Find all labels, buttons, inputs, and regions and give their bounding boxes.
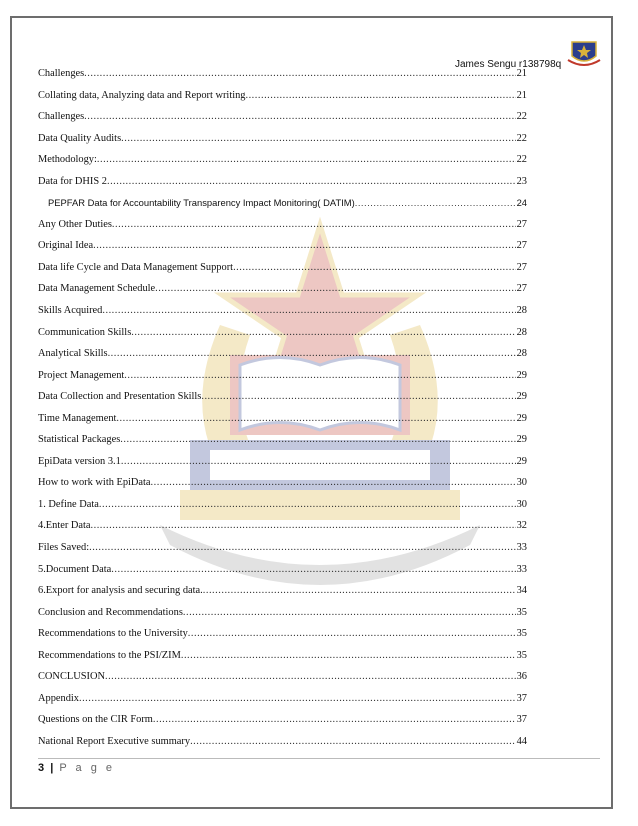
toc-entry-title: Files Saved:: [38, 542, 90, 554]
toc-entry-page: 28: [516, 348, 527, 360]
toc-entry[interactable]: [38, 370, 527, 392]
toc-entry-page: 22: [516, 154, 527, 166]
toc-entry-title: Challenges: [38, 68, 85, 79]
toc-entry-page: 27: [516, 261, 527, 273]
toc-entry[interactable]: [38, 327, 527, 349]
toc-entry[interactable]: [38, 154, 527, 176]
toc-entry-page: 22: [516, 111, 527, 123]
toc-entry-title: Project Management: [38, 369, 125, 381]
author-header: James Sengu r138798q: [455, 59, 562, 70]
toc-dot-leader: [79, 693, 516, 704]
toc-entry[interactable]: [38, 111, 527, 133]
toc-entry-title: Conclusion and Recommendations: [38, 606, 183, 618]
toc-entry-title: Recommendations to the PSI/ZIM: [38, 649, 181, 661]
toc-entry-page: 24: [516, 197, 527, 209]
toc-dot-leader: [120, 434, 515, 445]
toc-entry-title: Recommendations to the University: [38, 628, 188, 640]
toc-dot-leader: [201, 391, 515, 402]
toc-entry-title: Communication Skills: [38, 326, 132, 338]
toc-entry[interactable]: [38, 520, 527, 542]
university-crest-icon: [566, 38, 602, 68]
toc-entry-page: 35: [516, 606, 527, 618]
toc-entry-title: Statistical Packages: [38, 434, 121, 446]
toc-entry-title: Skills Acquired: [38, 305, 103, 317]
toc-entry-title: 1. Define Data: [38, 498, 99, 510]
toc-entry-page: 30: [516, 477, 527, 489]
toc-entry[interactable]: [38, 240, 527, 262]
toc-entry-page: 36: [516, 671, 527, 683]
page-word: P a g e: [59, 762, 115, 774]
toc-entry-page: 29: [516, 434, 527, 446]
toc-dot-leader: [105, 671, 516, 682]
footer-divider: [38, 758, 600, 759]
toc-entry-title: Data life Cycle and Data Management Support: [38, 261, 234, 273]
toc-entry-page: 21: [516, 89, 527, 101]
toc-dot-leader: [181, 650, 516, 661]
toc-entry-title: CONCLUSION: [38, 671, 105, 683]
toc-entry[interactable]: [38, 413, 527, 435]
toc-dot-leader: [84, 68, 515, 79]
toc-entry-page: 34: [516, 585, 527, 597]
toc-entry[interactable]: [38, 348, 527, 370]
toc-dot-leader: [121, 133, 515, 144]
toc-entry-page: 32: [516, 520, 527, 532]
toc-entry[interactable]: [38, 736, 527, 758]
toc-entry-page: 23: [516, 175, 527, 187]
toc-entry-title: Data for DHIS 2: [38, 175, 107, 187]
toc-entry-page: 44: [516, 735, 527, 747]
toc-dot-leader: [203, 585, 516, 596]
toc-entry-title: Data Quality Audits: [38, 132, 122, 144]
table-of-contents: [38, 68, 527, 758]
toc-dot-leader: [111, 564, 515, 575]
page-number: 3: [38, 762, 45, 774]
toc-entry-page: 27: [516, 240, 527, 252]
toc-dot-leader: [97, 154, 516, 165]
toc-entry[interactable]: [38, 197, 527, 219]
toc-entry-title: 5.Document Data: [38, 563, 112, 575]
toc-entry-title: Appendix: [38, 692, 79, 704]
toc-entry-page: 33: [516, 563, 527, 575]
toc-entry[interactable]: [38, 262, 527, 284]
toc-entry-page: 33: [516, 542, 527, 554]
toc-dot-leader: [188, 628, 516, 639]
toc-dot-leader: [107, 176, 516, 187]
toc-entry-page: 29: [516, 391, 527, 403]
toc-entry[interactable]: [38, 628, 527, 650]
toc-dot-leader: [116, 413, 515, 424]
toc-entry[interactable]: [38, 90, 527, 112]
toc-entry-title: How to work with EpiData: [38, 477, 151, 489]
toc-entry-page: 28: [516, 305, 527, 317]
toc-dot-leader: [108, 348, 516, 359]
toc-entry-title: 6.Export for analysis and securing data.: [38, 585, 203, 597]
toc-entry[interactable]: [38, 219, 527, 241]
toc-entry[interactable]: [38, 671, 527, 693]
toc-dot-leader: [190, 736, 516, 747]
toc-entry-page: 35: [516, 628, 527, 640]
toc-entry[interactable]: [38, 456, 527, 478]
toc-entry-title: EpiData version 3.1: [38, 455, 121, 467]
toc-dot-leader: [155, 283, 515, 294]
toc-dot-leader: [121, 456, 516, 467]
toc-entry[interactable]: [38, 499, 527, 521]
toc-entry-title: Analytical Skills: [38, 348, 108, 360]
toc-entry-page: 37: [516, 692, 527, 704]
toc-entry-page: 37: [516, 714, 527, 726]
toc-entry-page: 30: [516, 498, 527, 510]
toc-dot-leader: [151, 477, 516, 488]
toc-entry-title: Original Idea: [38, 240, 94, 252]
toc-dot-leader: [245, 90, 515, 101]
toc-dot-leader: [99, 499, 516, 510]
toc-entry-title: Time Management: [38, 412, 117, 424]
toc-dot-leader: [91, 520, 516, 531]
toc-entry-page: 28: [516, 326, 527, 338]
toc-entry-page: 29: [516, 412, 527, 424]
toc-entry-title: Data Management Schedule: [38, 283, 156, 295]
toc-dot-leader: [84, 111, 515, 122]
toc-entry-page: 22: [516, 132, 527, 144]
toc-dot-leader: [153, 714, 516, 725]
toc-entry-page: 29: [516, 455, 527, 467]
toc-dot-leader: [355, 197, 516, 208]
toc-entry[interactable]: [38, 542, 527, 564]
toc-entry[interactable]: [38, 434, 527, 456]
page-footer: [38, 762, 115, 774]
toc-entry-page: 27: [516, 218, 527, 230]
toc-entry[interactable]: [38, 305, 527, 327]
toc-dot-leader: [124, 370, 515, 381]
toc-entry[interactable]: [38, 477, 527, 499]
toc-entry-title: Questions on the CIR Form: [38, 714, 153, 726]
toc-entry[interactable]: [38, 133, 527, 155]
footer-separator: |: [50, 762, 54, 774]
toc-entry-title: National Report Executive summary: [38, 735, 191, 747]
toc-entry[interactable]: [38, 650, 527, 672]
toc-dot-leader: [89, 542, 516, 553]
toc-entry[interactable]: [38, 585, 527, 607]
toc-entry-title: Any Other Duties: [38, 218, 112, 230]
toc-dot-leader: [112, 219, 516, 230]
toc-entry-title: Methodology:: [38, 154, 97, 166]
toc-entry[interactable]: [38, 714, 527, 736]
toc-entry-title: PEPFAR Data for Accountability Transparency Impact Monitoring( DATIM): [48, 197, 355, 209]
toc-entry[interactable]: [38, 68, 527, 90]
toc-dot-leader: [183, 607, 516, 618]
toc-dot-leader: [93, 240, 516, 251]
toc-entry-title: Collating data, Analyzing data and Report writing: [38, 89, 246, 101]
toc-entry[interactable]: [38, 607, 527, 629]
toc-dot-leader: [131, 327, 515, 338]
toc-dot-leader: [233, 262, 516, 273]
toc-entry[interactable]: [38, 391, 527, 413]
toc-dot-leader: [102, 305, 515, 316]
toc-entry-page: 21: [516, 68, 527, 79]
toc-entry-page: 29: [516, 369, 527, 381]
toc-entry-page: 35: [516, 649, 527, 661]
toc-entry[interactable]: [38, 176, 527, 198]
toc-entry[interactable]: [38, 693, 527, 715]
toc-entry[interactable]: [38, 564, 527, 586]
toc-entry[interactable]: [38, 283, 527, 305]
toc-entry-page: 27: [516, 283, 527, 295]
toc-entry-title: Data Collection and Presentation Skills: [38, 391, 202, 403]
toc-entry-title: Challenges: [38, 111, 85, 123]
toc-entry-title: 4.Enter Data: [38, 520, 91, 532]
